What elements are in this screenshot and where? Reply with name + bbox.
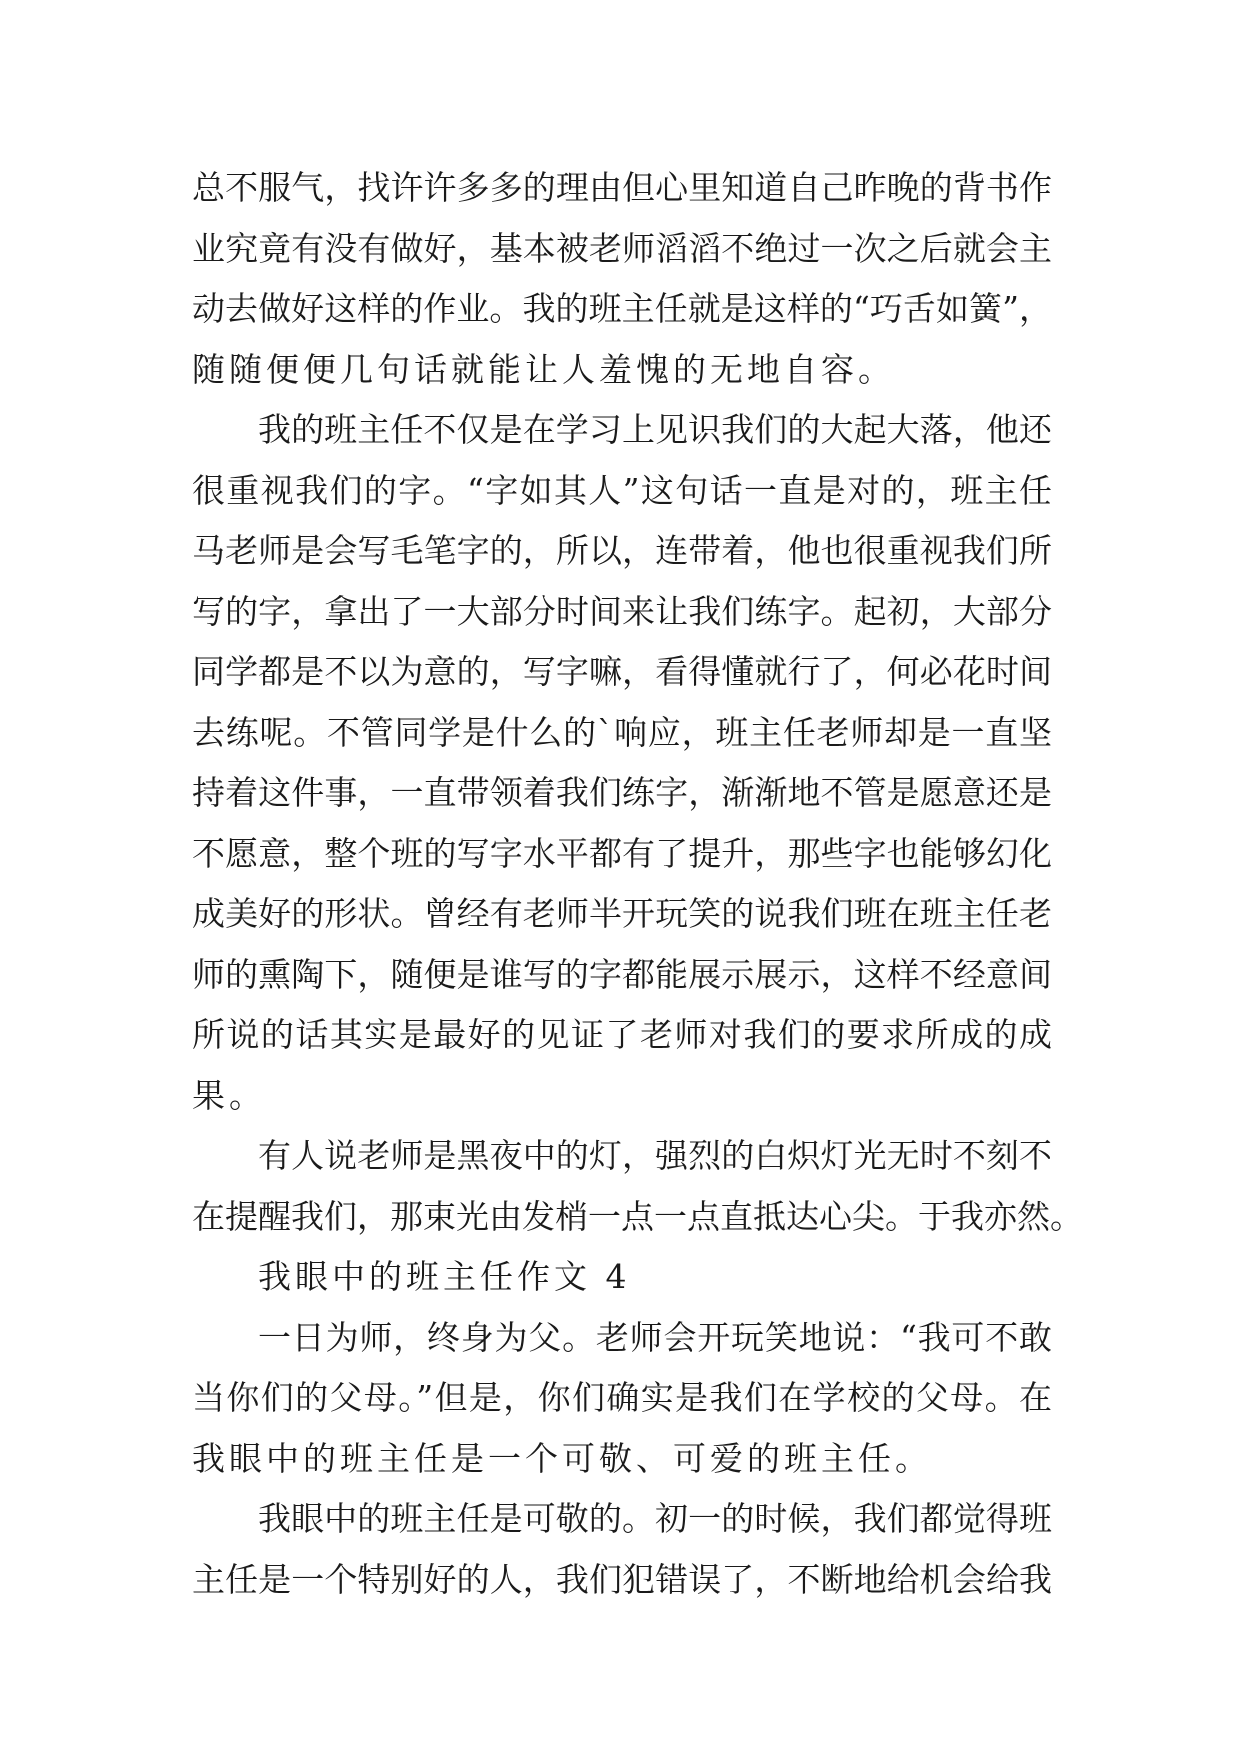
text-line: 有人说老师是黑夜中的灯，强烈的白炽灯光无时不刻不 bbox=[258, 1136, 1052, 1175]
text-line: 不愿意，整个班的写字水平都有了提升，那些字也能够幻化 bbox=[192, 833, 1052, 873]
text-line: 马老师是会写毛笔字的，所以，连带着，他也很重视我们所 bbox=[192, 531, 1052, 570]
text-line: 业究竟有没有做好，基本被老师滔滔不绝过一次之后就会主 bbox=[192, 228, 1052, 268]
text-line: 同学都是不以为意的，写字嘛，看得懂就行了，何必花时间 bbox=[192, 652, 1052, 691]
text-line: 当你们的父母。”但是，你们确实是我们在学校的父母。在 bbox=[192, 1378, 1052, 1417]
text-line: 总不服气，找许许多多的理由但心里知道自己昨晚的背书作 bbox=[192, 168, 1052, 207]
text-line: 很重视我们的字。“字如其人”这句话一直是对的，班主任 bbox=[192, 470, 1052, 510]
text-line: 我的班主任不仅是在学习上见识我们的大起大落，他还 bbox=[258, 410, 1052, 449]
text-line: 在提醒我们，那束光由发梢一点一点直抵达心尖。于我亦然。 bbox=[192, 1196, 1083, 1236]
text-line: 主任是一个特别好的人，我们犯错误了，不断地给机会给我 bbox=[192, 1559, 1052, 1599]
text-line: 持着这件事，一直带领着我们练字，渐渐地不管是愿意还是 bbox=[192, 773, 1052, 812]
text-line: 随随便便几句话就能让人羞愧的无地自容。 bbox=[192, 349, 895, 389]
document-body bbox=[192, 158, 1083, 1610]
text-line: 我眼中的班主任是可敬的。初一的时候，我们都觉得班 bbox=[258, 1499, 1052, 1538]
text-line: 师的熏陶下，随便是谁写的字都能展示展示，这样不经意间 bbox=[192, 954, 1052, 994]
text-line: 写的字，拿出了一大部分时间来让我们练字。起初，大部分 bbox=[192, 591, 1052, 631]
text-line: 所说的话其实是最好的见证了老师对我们的要求所成的成 bbox=[192, 1015, 1052, 1054]
text-line: 果。 bbox=[192, 1075, 266, 1115]
text-line: 成美好的形状。曾经有老师半开玩笑的说我们班在班主任老 bbox=[192, 894, 1052, 933]
text-line: 去练呢。不管同学是什么的`响应，班主任老师却是一直坚 bbox=[192, 712, 1052, 752]
text-line: 一日为师，终身为父。老师会开玩笑地说：“我可不敢 bbox=[258, 1317, 1052, 1357]
text-line: 动去做好这样的作业。我的班主任就是这样的“巧舌如簧”， bbox=[192, 289, 1052, 328]
text-line: 我眼中的班主任作文 4 bbox=[258, 1257, 631, 1296]
text-line: 我眼中的班主任是一个可敬、可爱的班主任。 bbox=[192, 1438, 932, 1478]
